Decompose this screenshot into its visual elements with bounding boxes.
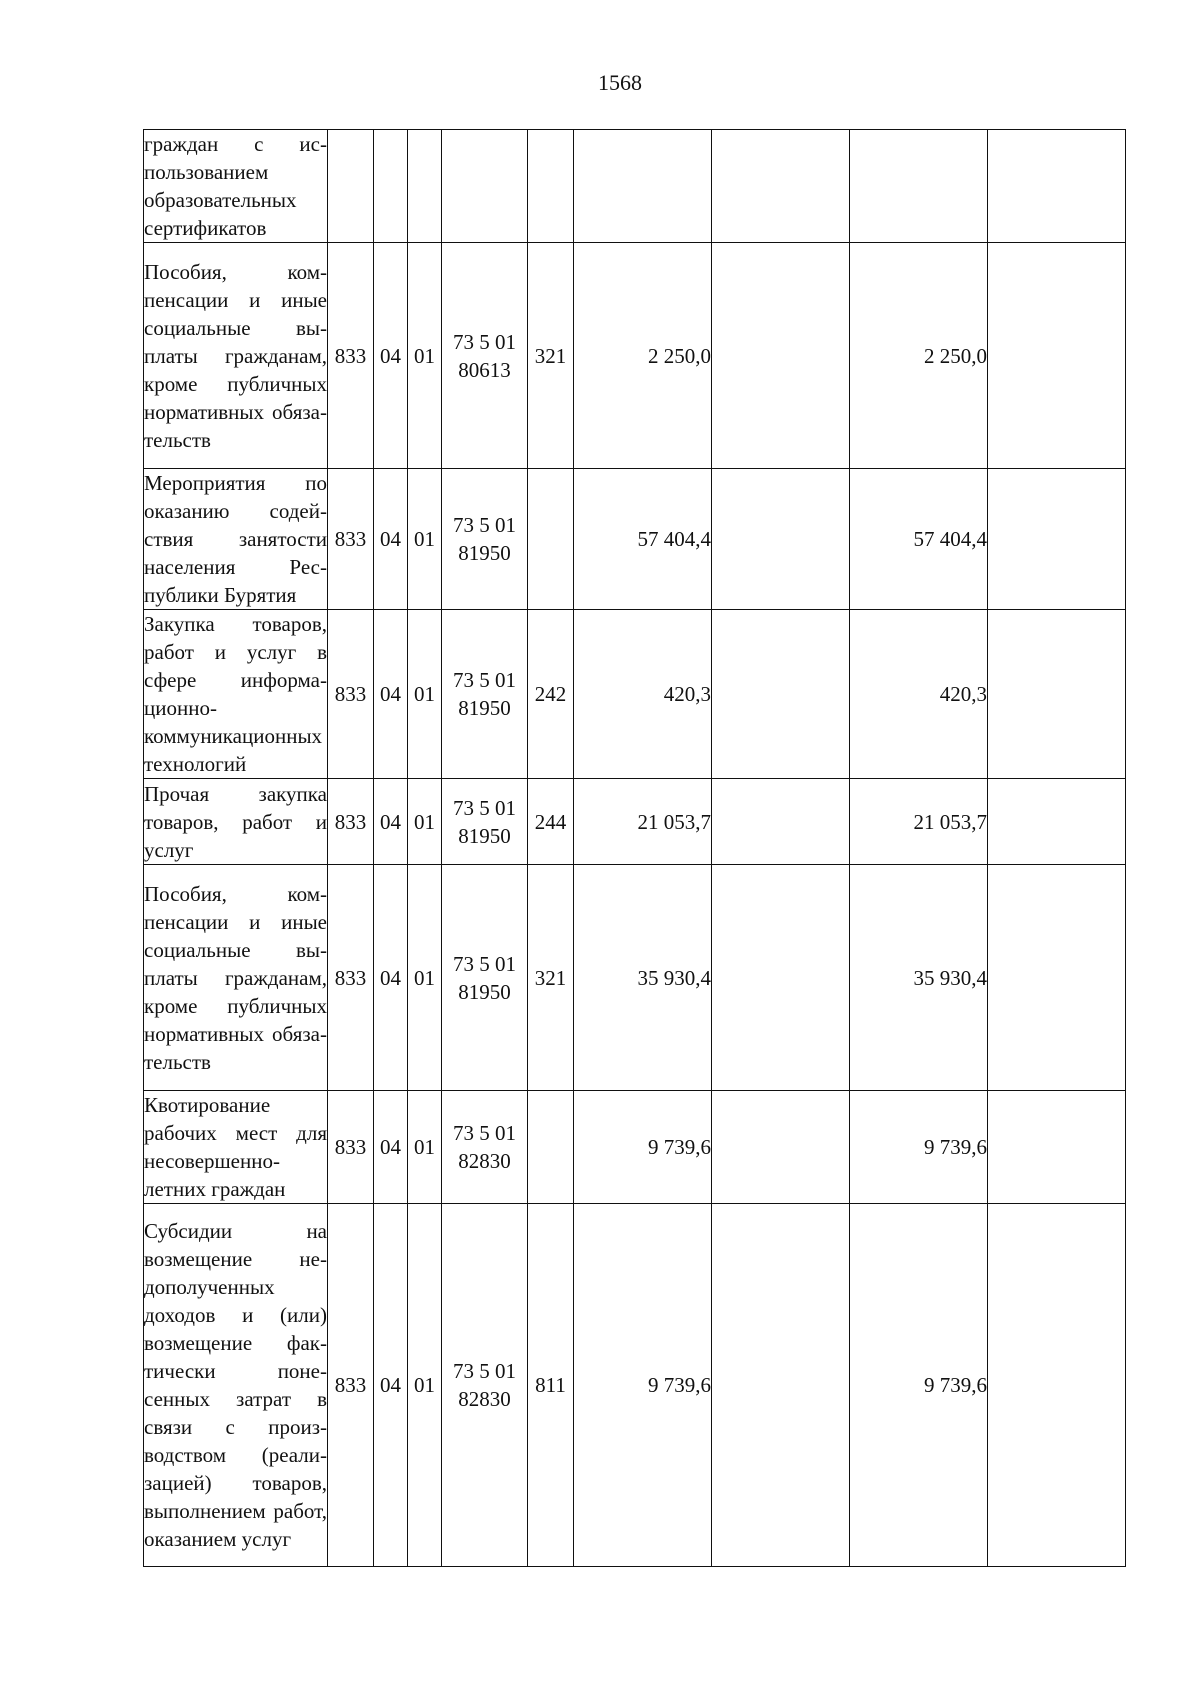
subsection-code-cell: 01 bbox=[408, 1091, 442, 1204]
target-article-line-2: 80613 bbox=[458, 357, 511, 382]
ministry-code-cell: 833 bbox=[328, 1091, 374, 1204]
target-article-cell bbox=[442, 1091, 528, 1204]
subsection-code-cell bbox=[408, 130, 442, 243]
amount-col-c-cell: 9 739,6 bbox=[850, 1204, 988, 1567]
amount-col-b-cell bbox=[712, 865, 850, 1091]
amount-col-d-cell bbox=[988, 243, 1126, 469]
table-row bbox=[144, 130, 1126, 243]
row-name-cell: граждан с использованием образовательных сертификатов bbox=[144, 130, 328, 243]
amount-col-c-cell bbox=[850, 130, 988, 243]
target-article-line-2: 82830 bbox=[458, 1387, 511, 1411]
ministry-code-cell: 833 bbox=[328, 779, 374, 865]
amount-col-b-cell bbox=[712, 243, 850, 469]
subsection-code-cell: 01 bbox=[408, 610, 442, 779]
amount-total-cell bbox=[574, 130, 712, 243]
expense-type-cell: 811 bbox=[528, 1204, 574, 1567]
table-row bbox=[144, 779, 1126, 865]
subsection-code-cell: 01 bbox=[408, 865, 442, 1091]
row-name-cell: Субсидии на возмещение недополученных доходов и (или) возмещение фактически понесенных затрат в связи с производством (реализацией) товаров, выполнением работ, оказанием услуг bbox=[144, 1204, 328, 1567]
target-article-line-2: 81950 bbox=[458, 541, 511, 565]
amount-col-c-cell: 21 053,7 bbox=[850, 779, 988, 865]
expense-type-cell bbox=[528, 130, 574, 243]
expense-type-cell bbox=[528, 1091, 574, 1204]
table-row bbox=[144, 1091, 1126, 1204]
target-article-cell bbox=[442, 779, 528, 865]
target-article-line-2: 81950 bbox=[458, 979, 511, 1004]
target-article-line-2: 81950 bbox=[458, 823, 511, 848]
expense-type-cell: 321 bbox=[528, 243, 574, 469]
amount-col-b-cell bbox=[712, 1091, 850, 1204]
amount-col-b-cell bbox=[712, 610, 850, 779]
ministry-code-cell: 833 bbox=[328, 469, 374, 610]
table-row bbox=[144, 610, 1126, 779]
ministry-code-cell: 833 bbox=[328, 610, 374, 779]
row-name-cell: Закупка товаров, работ и услуг в сфере информационно-коммуникационных технологий bbox=[144, 610, 328, 779]
ministry-code-cell: 833 bbox=[328, 1204, 374, 1567]
section-code-cell bbox=[374, 130, 408, 243]
amount-total-cell: 9 739,6 bbox=[574, 1091, 712, 1204]
target-article-line-1: 73 5 01 bbox=[453, 951, 516, 976]
table-row bbox=[144, 865, 1126, 1091]
amount-total-cell: 420,3 bbox=[574, 610, 712, 779]
amount-col-d-cell bbox=[988, 779, 1126, 865]
amount-col-c-cell: 57 404,4 bbox=[850, 469, 988, 610]
section-code-cell: 04 bbox=[374, 1204, 408, 1567]
expense-type-cell: 242 bbox=[528, 610, 574, 779]
amount-col-c-cell: 9 739,6 bbox=[850, 1091, 988, 1204]
amount-col-d-cell bbox=[988, 865, 1126, 1091]
row-name-cell: Мероприятия по оказанию содействия занятости населения Республики Бурятия bbox=[144, 469, 328, 610]
amount-col-b-cell bbox=[712, 779, 850, 865]
row-name-cell: Пособия, компенсации и иные социальные выплаты гражданам, кроме публичных нормативных обязательств bbox=[144, 243, 328, 469]
table-row bbox=[144, 243, 1126, 469]
section-code-cell: 04 bbox=[374, 1091, 408, 1204]
target-article-line-1: 73 5 01 bbox=[453, 329, 516, 354]
amount-col-c-cell: 35 930,4 bbox=[850, 865, 988, 1091]
amount-col-b-cell bbox=[712, 1204, 850, 1567]
row-name-cell: Квотирование рабочих мест для несовершеннолетних граждан bbox=[144, 1091, 328, 1204]
ministry-code-cell bbox=[328, 130, 374, 243]
target-article-cell bbox=[442, 865, 528, 1091]
target-article-cell bbox=[442, 610, 528, 779]
row-name-cell: Прочая закупка товаров, работ и услуг bbox=[144, 779, 328, 865]
amount-col-d-cell bbox=[988, 1091, 1126, 1204]
amount-total-cell: 21 053,7 bbox=[574, 779, 712, 865]
target-article-line-1: 73 5 01 bbox=[453, 1121, 516, 1145]
section-code-cell: 04 bbox=[374, 469, 408, 610]
target-article-cell bbox=[442, 243, 528, 469]
amount-col-d-cell bbox=[988, 1204, 1126, 1567]
amount-total-cell: 35 930,4 bbox=[574, 865, 712, 1091]
section-code-cell: 04 bbox=[374, 779, 408, 865]
section-code-cell: 04 bbox=[374, 865, 408, 1091]
budget-table bbox=[143, 129, 1126, 1567]
amount-total-cell: 2 250,0 bbox=[574, 243, 712, 469]
section-code-cell: 04 bbox=[374, 610, 408, 779]
ministry-code-cell: 833 bbox=[328, 865, 374, 1091]
target-article-cell bbox=[442, 130, 528, 243]
subsection-code-cell: 01 bbox=[408, 469, 442, 610]
amount-col-b-cell bbox=[712, 469, 850, 610]
expense-type-cell: 321 bbox=[528, 865, 574, 1091]
table-body bbox=[144, 130, 1126, 1567]
amount-col-b-cell bbox=[712, 130, 850, 243]
table-row bbox=[144, 469, 1126, 610]
target-article-line-2: 82830 bbox=[458, 1149, 511, 1173]
target-article-line-1: 73 5 01 bbox=[453, 795, 516, 820]
amount-col-c-cell: 2 250,0 bbox=[850, 243, 988, 469]
amount-col-c-cell: 420,3 bbox=[850, 610, 988, 779]
amount-col-d-cell bbox=[988, 610, 1126, 779]
target-article-cell bbox=[442, 469, 528, 610]
target-article-cell bbox=[442, 1204, 528, 1567]
target-article-line-2: 81950 bbox=[458, 696, 511, 720]
target-article-line-1: 73 5 01 bbox=[453, 668, 516, 692]
page-number: 1568 bbox=[598, 70, 642, 95]
amount-col-d-cell bbox=[988, 469, 1126, 610]
amount-total-cell: 57 404,4 bbox=[574, 469, 712, 610]
target-article-line-1: 73 5 01 bbox=[453, 513, 516, 537]
ministry-code-cell: 833 bbox=[328, 243, 374, 469]
target-article-line-1: 73 5 01 bbox=[453, 1359, 516, 1383]
subsection-code-cell: 01 bbox=[408, 243, 442, 469]
subsection-code-cell: 01 bbox=[408, 1204, 442, 1567]
section-code-cell: 04 bbox=[374, 243, 408, 469]
table-row bbox=[144, 1204, 1126, 1567]
amount-total-cell: 9 739,6 bbox=[574, 1204, 712, 1567]
expense-type-cell: 244 bbox=[528, 779, 574, 865]
row-name-cell: Пособия, компенсации и иные социальные выплаты гражданам, кроме публичных нормативных обязательств bbox=[144, 865, 328, 1091]
amount-col-d-cell bbox=[988, 130, 1126, 243]
subsection-code-cell: 01 bbox=[408, 779, 442, 865]
expense-type-cell bbox=[528, 469, 574, 610]
